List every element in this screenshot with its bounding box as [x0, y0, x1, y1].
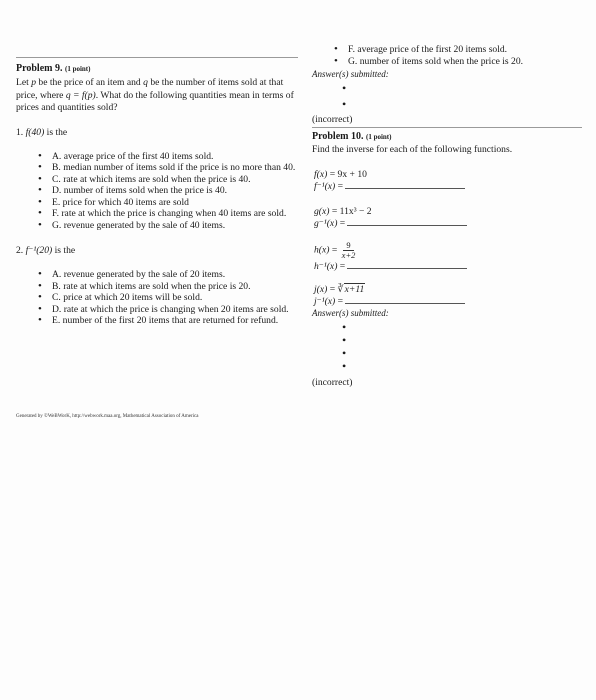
- option-1e: • E. price for which 40 items are sold: [38, 195, 189, 208]
- function-g-block: [312, 206, 582, 229]
- option-1a: • A. average price of the first 40 items sold.: [38, 149, 214, 162]
- answer-dot-4: •: [342, 332, 347, 347]
- problem-9-title: Problem 9. (1 point): [16, 63, 91, 74]
- answer-dot-6: •: [342, 358, 347, 373]
- inverse-g-row: g⁻¹(x) =: [314, 217, 582, 229]
- function-g: g(x) = 11x³ − 2: [314, 205, 372, 217]
- option-2c: • C. price at which 20 items will be sold.: [38, 291, 203, 303]
- question-2-options: [16, 269, 298, 327]
- answer-dot-2: •: [342, 97, 347, 111]
- answer-dot-5: •: [342, 345, 347, 360]
- option-2a: • A. revenue generated by the sale of 20 items.: [38, 268, 226, 280]
- option-1g: • G. revenue generated by the sale of 40 items.: [38, 218, 226, 231]
- inverse-h-answer-blank[interactable]: [347, 260, 467, 269]
- option-1d: • D. number of items sold when the price is 40.: [38, 184, 228, 196]
- option-1f: • F. rate at which the price is changing when 40 items are sold.: [38, 207, 287, 219]
- option-2e: • E. number of the first 20 items that are returned for refund.: [38, 314, 279, 326]
- status-incorrect-1: (incorrect): [312, 114, 353, 125]
- function-f: f(x) = 9x + 10: [314, 168, 367, 180]
- function-h: h(x) = $\frac{9}{x+2}$: [314, 239, 356, 260]
- right-column: [312, 44, 582, 388]
- option-2d: • D. rate at which the price is changing when 20 items are sold.: [38, 302, 289, 315]
- question-1-options: [16, 151, 298, 232]
- top-divider: [16, 57, 298, 58]
- option-2b: • B. rate at which items are sold when the price is 20.: [38, 279, 251, 292]
- problem-10-statement: Find the inverse for each of the following functions.: [312, 144, 513, 155]
- function-h-block: [312, 241, 582, 272]
- function-f-block: [312, 169, 582, 192]
- continued-options: [312, 44, 582, 67]
- inverse-f-answer-blank[interactable]: [345, 180, 465, 189]
- problem-10-title: Problem 10. (1 point): [312, 131, 392, 142]
- inverse-j-row: j⁻¹(x) =: [314, 295, 582, 307]
- function-j-block: [312, 284, 582, 307]
- left-column: [16, 57, 298, 327]
- option-1f-continued: • F. average price of the first 20 items sold.: [334, 43, 508, 55]
- problem-10-divider: [312, 127, 582, 128]
- inverse-j-answer-blank[interactable]: [345, 295, 465, 304]
- generated-by-footer: Generated by ©WeBWorK, http://webwork.maa.org, Mathematical Association of America: [16, 414, 199, 419]
- option-1b: • B. median number of items sold if the price is no more than 40.: [38, 161, 296, 173]
- status-incorrect-2: (incorrect): [312, 376, 353, 388]
- problem-9-statement: Let p be the price of an item and q be the number of items sold at that price, where q = f(p). What do the following quantities mean in terms of prices and quantities sold?: [16, 77, 294, 113]
- inverse-h-row: h⁻¹(x) =: [314, 260, 582, 272]
- answer-dot-1: •: [342, 81, 347, 95]
- answers-submitted-label-1: Answer(s) submitted:: [312, 69, 389, 79]
- question-1-label: 1. f(40) is the: [16, 126, 68, 138]
- option-1c: • C. rate at which items are sold when the price is 40.: [38, 172, 251, 185]
- option-1g-continued: • G. number of items sold when the price is 20.: [334, 54, 524, 67]
- function-j: j(x) = ∛x+11: [314, 283, 365, 295]
- question-2-label: 2. f⁻¹(20) is the: [16, 245, 76, 256]
- inverse-f-row: f⁻¹(x) =: [314, 180, 582, 192]
- inverse-g-answer-blank[interactable]: [347, 217, 467, 226]
- answer-dot-3: •: [342, 319, 347, 334]
- answers-submitted-label-2: Answer(s) submitted:: [312, 307, 389, 318]
- function-h-fraction: $\frac{9}{x+2}$: [341, 239, 356, 260]
